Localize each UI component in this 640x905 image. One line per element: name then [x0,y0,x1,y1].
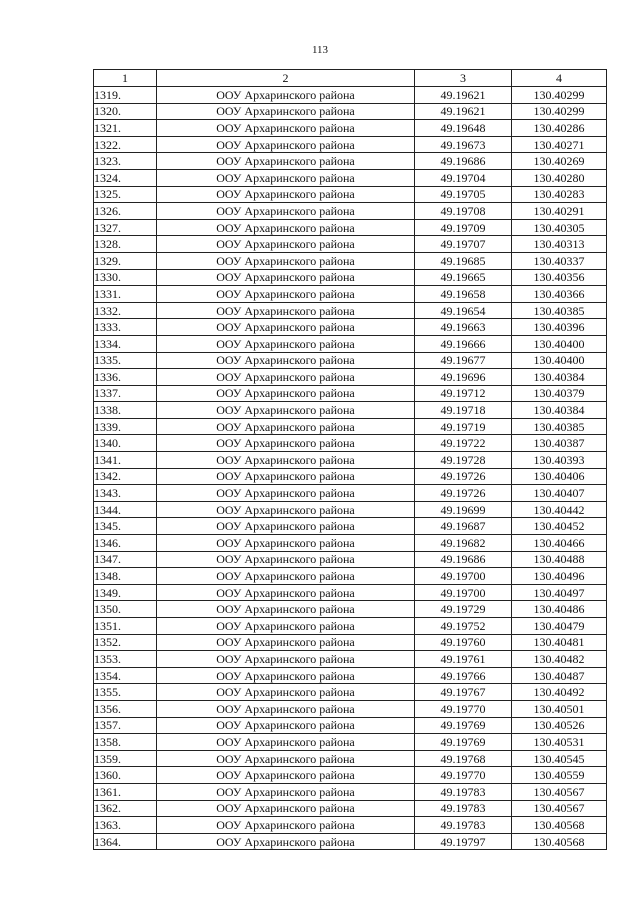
organization-name-cell: ООУ Архаринского района [157,302,415,319]
row-number-cell: 1352. [94,634,157,651]
longitude-cell: 130.40400 [512,335,607,352]
longitude-cell: 130.40384 [512,402,607,419]
table-row [94,618,607,635]
longitude-cell: 130.40299 [512,103,607,120]
longitude-cell: 130.40356 [512,269,607,286]
table-row [94,186,607,203]
latitude-cell: 49.19728 [415,452,512,469]
latitude-cell: 49.19783 [415,783,512,800]
row-number-cell: 1335. [94,352,157,369]
row-number-cell: 1341. [94,452,157,469]
table-row [94,369,607,386]
table-row [94,750,607,767]
row-number-cell: 1364. [94,833,157,850]
row-number-cell: 1330. [94,269,157,286]
longitude-cell: 130.40501 [512,700,607,717]
row-number-cell: 1325. [94,186,157,203]
row-number-cell: 1329. [94,252,157,269]
latitude-cell: 49.19686 [415,153,512,170]
organization-name-cell: ООУ Архаринского района [157,87,415,104]
longitude-cell: 130.40387 [512,435,607,452]
table-row [94,734,607,751]
organization-name-cell: ООУ Архаринского района [157,700,415,717]
organization-name-cell: ООУ Архаринского района [157,103,415,120]
latitude-cell: 49.19767 [415,684,512,701]
table-row [94,335,607,352]
organization-name-cell: ООУ Архаринского района [157,418,415,435]
table-row [94,352,607,369]
row-number-cell: 1332. [94,302,157,319]
longitude-cell: 130.40486 [512,601,607,618]
latitude-cell: 49.19783 [415,800,512,817]
table-row [94,236,607,253]
table-body [94,87,607,850]
organization-name-cell: ООУ Архаринского района [157,783,415,800]
table-row [94,684,607,701]
organization-name-cell: ООУ Архаринского района [157,535,415,552]
latitude-cell: 49.19687 [415,518,512,535]
latitude-cell: 49.19685 [415,252,512,269]
row-number-cell: 1344. [94,501,157,518]
table-row [94,136,607,153]
organization-name-cell: ООУ Архаринского района [157,219,415,236]
longitude-cell: 130.40568 [512,833,607,850]
longitude-cell: 130.40269 [512,153,607,170]
table-row [94,634,607,651]
latitude-cell: 49.19712 [415,385,512,402]
row-number-cell: 1327. [94,219,157,236]
table-row [94,568,607,585]
latitude-cell: 49.19708 [415,203,512,220]
row-number-cell: 1346. [94,535,157,552]
latitude-cell: 49.19682 [415,535,512,552]
row-number-cell: 1342. [94,468,157,485]
longitude-cell: 130.40393 [512,452,607,469]
latitude-cell: 49.19705 [415,186,512,203]
organization-name-cell: ООУ Архаринского района [157,169,415,186]
organization-name-cell: ООУ Архаринского района [157,452,415,469]
row-number-cell: 1337. [94,385,157,402]
row-number-cell: 1322. [94,136,157,153]
longitude-cell: 130.40407 [512,485,607,502]
row-number-cell: 1360. [94,767,157,784]
row-number-cell: 1334. [94,335,157,352]
table-row [94,252,607,269]
row-number-cell: 1357. [94,717,157,734]
longitude-cell: 130.40271 [512,136,607,153]
latitude-cell: 49.19709 [415,219,512,236]
latitude-cell: 49.19760 [415,634,512,651]
longitude-cell: 130.40283 [512,186,607,203]
latitude-cell: 49.19707 [415,236,512,253]
table-row [94,817,607,834]
header-col-4: 4 [512,70,607,87]
longitude-cell: 130.40481 [512,634,607,651]
row-number-cell: 1338. [94,402,157,419]
latitude-cell: 49.19729 [415,601,512,618]
organization-name-cell: ООУ Архаринского района [157,435,415,452]
table-row [94,700,607,717]
organization-name-cell: ООУ Архаринского района [157,485,415,502]
row-number-cell: 1345. [94,518,157,535]
table-row [94,103,607,120]
latitude-cell: 49.19665 [415,269,512,286]
row-number-cell: 1349. [94,584,157,601]
table-row [94,402,607,419]
header-col-3: 3 [415,70,512,87]
organization-name-cell: ООУ Архаринского района [157,667,415,684]
row-number-cell: 1331. [94,286,157,303]
organization-name-cell: ООУ Архаринского района [157,203,415,220]
row-number-cell: 1354. [94,667,157,684]
table-row [94,153,607,170]
latitude-cell: 49.19700 [415,568,512,585]
table-row [94,601,607,618]
latitude-cell: 49.19769 [415,734,512,751]
row-number-cell: 1323. [94,153,157,170]
organization-name-cell: ООУ Архаринского района [157,767,415,784]
latitude-cell: 49.19704 [415,169,512,186]
latitude-cell: 49.19666 [415,335,512,352]
organization-name-cell: ООУ Архаринского района [157,335,415,352]
organization-name-cell: ООУ Архаринского района [157,601,415,618]
organization-name-cell: ООУ Архаринского района [157,286,415,303]
organization-name-cell: ООУ Архаринского района [157,817,415,834]
longitude-cell: 130.40466 [512,535,607,552]
row-number-cell: 1361. [94,783,157,800]
table-row [94,667,607,684]
table-row [94,468,607,485]
latitude-cell: 49.19663 [415,319,512,336]
longitude-cell: 130.40526 [512,717,607,734]
latitude-cell: 49.19752 [415,618,512,635]
row-number-cell: 1336. [94,369,157,386]
longitude-cell: 130.40384 [512,369,607,386]
row-number-cell: 1353. [94,651,157,668]
longitude-cell: 130.40559 [512,767,607,784]
row-number-cell: 1363. [94,817,157,834]
latitude-cell: 49.19770 [415,767,512,784]
table-row [94,286,607,303]
longitude-cell: 130.40286 [512,120,607,137]
latitude-cell: 49.19783 [415,817,512,834]
longitude-cell: 130.40567 [512,800,607,817]
row-number-cell: 1321. [94,120,157,137]
row-number-cell: 1358. [94,734,157,751]
longitude-cell: 130.40396 [512,319,607,336]
longitude-cell: 130.40497 [512,584,607,601]
table-row [94,551,607,568]
longitude-cell: 130.40568 [512,817,607,834]
table-row [94,535,607,552]
longitude-cell: 130.40400 [512,352,607,369]
table-row [94,385,607,402]
table-row [94,800,607,817]
organization-name-cell: ООУ Архаринского района [157,252,415,269]
row-number-cell: 1351. [94,618,157,635]
table-header [94,70,607,87]
longitude-cell: 130.40492 [512,684,607,701]
table-row [94,418,607,435]
latitude-cell: 49.19726 [415,485,512,502]
latitude-cell: 49.19658 [415,286,512,303]
longitude-cell: 130.40406 [512,468,607,485]
page-number: 113 [311,44,329,56]
table-row [94,120,607,137]
organization-name-cell: ООУ Архаринского района [157,833,415,850]
latitude-cell: 49.19769 [415,717,512,734]
latitude-cell: 49.19686 [415,551,512,568]
table-row [94,319,607,336]
latitude-cell: 49.19726 [415,468,512,485]
latitude-cell: 49.19700 [415,584,512,601]
organization-name-cell: ООУ Архаринского района [157,518,415,535]
organization-name-cell: ООУ Архаринского района [157,684,415,701]
row-number-cell: 1362. [94,800,157,817]
table-row [94,651,607,668]
longitude-cell: 130.40442 [512,501,607,518]
organization-name-cell: ООУ Архаринского района [157,236,415,253]
table-row [94,87,607,104]
longitude-cell: 130.40567 [512,783,607,800]
latitude-cell: 49.19766 [415,667,512,684]
longitude-cell: 130.40531 [512,734,607,751]
organization-name-cell: ООУ Архаринского района [157,800,415,817]
longitude-cell: 130.40366 [512,286,607,303]
organization-name-cell: ООУ Архаринского района [157,618,415,635]
table-row [94,452,607,469]
latitude-cell: 49.19719 [415,418,512,435]
organization-name-cell: ООУ Архаринского района [157,136,415,153]
latitude-cell: 49.19797 [415,833,512,850]
latitude-cell: 49.19770 [415,700,512,717]
row-number-cell: 1355. [94,684,157,701]
table-row [94,501,607,518]
latitude-cell: 49.19673 [415,136,512,153]
table-row [94,783,607,800]
latitude-cell: 49.19696 [415,369,512,386]
row-number-cell: 1326. [94,203,157,220]
longitude-cell: 130.40487 [512,667,607,684]
header-row [94,70,607,87]
row-number-cell: 1324. [94,169,157,186]
organization-name-cell: ООУ Архаринского района [157,750,415,767]
longitude-cell: 130.40313 [512,236,607,253]
table-row [94,584,607,601]
organization-name-cell: ООУ Архаринского района [157,186,415,203]
row-number-cell: 1348. [94,568,157,585]
latitude-cell: 49.19654 [415,302,512,319]
organization-name-cell: ООУ Архаринского района [157,402,415,419]
row-number-cell: 1339. [94,418,157,435]
longitude-cell: 130.40385 [512,302,607,319]
longitude-cell: 130.40479 [512,618,607,635]
latitude-cell: 49.19718 [415,402,512,419]
row-number-cell: 1328. [94,236,157,253]
longitude-cell: 130.40291 [512,203,607,220]
organization-name-cell: ООУ Архаринского района [157,584,415,601]
row-number-cell: 1356. [94,700,157,717]
longitude-cell: 130.40305 [512,219,607,236]
longitude-cell: 130.40496 [512,568,607,585]
organization-name-cell: ООУ Архаринского района [157,717,415,734]
organization-name-cell: ООУ Архаринского района [157,468,415,485]
organization-name-cell: ООУ Архаринского района [157,501,415,518]
latitude-cell: 49.19768 [415,750,512,767]
row-number-cell: 1343. [94,485,157,502]
table-row [94,518,607,535]
table-row [94,767,607,784]
table-row [94,435,607,452]
organization-name-cell: ООУ Архаринского района [157,651,415,668]
table-row [94,833,607,850]
latitude-cell: 49.19621 [415,103,512,120]
longitude-cell: 130.40452 [512,518,607,535]
organization-name-cell: ООУ Архаринского района [157,634,415,651]
latitude-cell: 49.19699 [415,501,512,518]
organization-name-cell: ООУ Архаринского района [157,269,415,286]
organization-name-cell: ООУ Архаринского района [157,319,415,336]
table-row [94,269,607,286]
longitude-cell: 130.40299 [512,87,607,104]
organization-name-cell: ООУ Архаринского района [157,385,415,402]
organization-name-cell: ООУ Архаринского района [157,568,415,585]
row-number-cell: 1320. [94,103,157,120]
organization-name-cell: ООУ Архаринского района [157,153,415,170]
organization-name-cell: ООУ Архаринского района [157,369,415,386]
row-number-cell: 1333. [94,319,157,336]
longitude-cell: 130.40337 [512,252,607,269]
row-number-cell: 1319. [94,87,157,104]
latitude-cell: 49.19677 [415,352,512,369]
latitude-cell: 49.19648 [415,120,512,137]
table-row [94,485,607,502]
latitude-cell: 49.19761 [415,651,512,668]
longitude-cell: 130.40385 [512,418,607,435]
longitude-cell: 130.40280 [512,169,607,186]
row-number-cell: 1347. [94,551,157,568]
longitude-cell: 130.40482 [512,651,607,668]
longitude-cell: 130.40545 [512,750,607,767]
table-row [94,717,607,734]
latitude-cell: 49.19621 [415,87,512,104]
header-col-2: 2 [157,70,415,87]
table-row [94,302,607,319]
header-col-1: 1 [94,70,157,87]
organization-name-cell: ООУ Архаринского района [157,734,415,751]
table-row [94,203,607,220]
coordinates-table [93,69,607,850]
row-number-cell: 1359. [94,750,157,767]
latitude-cell: 49.19722 [415,435,512,452]
longitude-cell: 130.40488 [512,551,607,568]
table-row [94,219,607,236]
table-row [94,169,607,186]
row-number-cell: 1350. [94,601,157,618]
organization-name-cell: ООУ Архаринского района [157,551,415,568]
organization-name-cell: ООУ Архаринского района [157,120,415,137]
longitude-cell: 130.40379 [512,385,607,402]
row-number-cell: 1340. [94,435,157,452]
organization-name-cell: ООУ Архаринского района [157,352,415,369]
